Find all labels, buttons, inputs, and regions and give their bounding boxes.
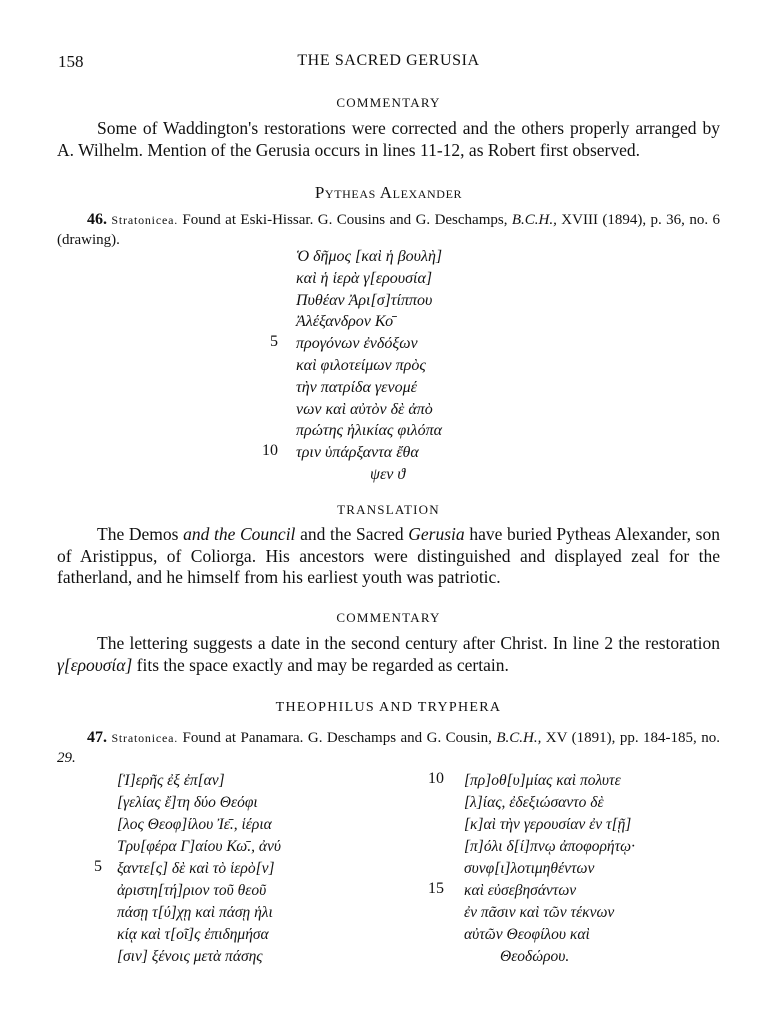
entry-text-b: XV (1891), pp. 184-185, no. [541, 730, 720, 746]
entry-text-a: Found at Eski-Hissar. G. Cousins and G. Deschamps, [178, 212, 512, 228]
entry-journal: B.C.H., [496, 730, 542, 746]
entry-47 [57, 728, 720, 768]
inscription-line: [κ]αὶ τὴν γερουσίαν ἐν τ[ῇ] [464, 816, 632, 833]
translation-text: The Demos [97, 524, 184, 544]
entry-text-c: 29. [57, 750, 76, 766]
inscription-line: [λος Θεοφ]ίλου Ἰε̄., ἱέρια [117, 816, 272, 833]
inscription-46 [296, 246, 442, 486]
section-heading-theophilus: THEOPHILUS AND TRYPHERA [275, 700, 502, 715]
inscription-line: ἐν πᾶσιν καὶ τῶν τέκνων [464, 904, 615, 921]
inscription-line: [σιν] ξένοις μετὰ πάσης [117, 948, 263, 965]
inscription-line: νων καὶ αὐτὸν δὲ ἀπὸ [296, 400, 433, 418]
translation-text: have buried Pytheas Alexander, son of Aristippus, of Coliorga. His ancestors were distinguished and displayed zeal for the fatherland, and he himself from his earliest youth was patriotic. [57, 524, 720, 587]
inscription-line: [π]όλι δ[ί]πνῳ ἀποφορήτῳ· [464, 838, 635, 855]
section-heading-pytheas: Pytheas Alexander [314, 183, 463, 202]
inscription-47-right [464, 770, 635, 968]
commentary-text-2: The lettering suggests a date in the second century after Christ. In line 2 the restoration [97, 633, 720, 653]
inscription-line: ἀριστη[τή]ριον τοῦ θεοῦ [117, 882, 267, 899]
entry-place: Stratonicea. [111, 731, 179, 745]
inscription-line: [πρ]οθ[υ]μίας καὶ πολυτε [464, 772, 621, 789]
entry-text-a: Found at Panamara. G. Deschamps and G. Cousin, [178, 730, 497, 746]
entry-journal: B.C.H., [511, 212, 557, 228]
inscription-line: [λ]ίας, ἐδεξιώσαντο δὲ [464, 794, 604, 811]
commentary-heading-1: COMMENTARY [336, 95, 441, 110]
inscription-line: καὶ ἡ ἱερὰ γ[ερουσία] [296, 269, 433, 287]
line-number: 10 [262, 442, 278, 459]
inscription-line: προγόνων ἐνδόξων [296, 335, 418, 353]
translation-heading: TRANSLATION [337, 502, 440, 517]
inscription-line: [γελίας ἔ]τη δύο Θεόφι [117, 794, 258, 811]
inscription-line: ξαντε[ς] δὲ καὶ τὸ ἱερὸ[ν] [117, 860, 275, 877]
inscription-line: τὴν πατρίδα γενομέ [296, 378, 417, 396]
inscription-line: κίᾳ καὶ τ[οῖ]ς ἐπιδημήσα [117, 926, 269, 943]
page-number: 158 [58, 52, 84, 71]
line-number: 5 [94, 858, 102, 875]
commentary-greek: γ[ερουσία] [57, 654, 133, 675]
translation-text: Gerusia [408, 524, 465, 544]
running-title: THE SACRED GERUSIA [297, 52, 480, 69]
inscription-line: καὶ φιλοτείμων πρὸς [296, 356, 426, 374]
translation-text: and the Council [183, 524, 296, 544]
inscription-line: [Ἱ]ερῆς ἐξ ἐπ[αν] [117, 772, 225, 789]
inscription-47-left [117, 770, 281, 968]
inscription-line: Θεοδώρου. [500, 948, 570, 965]
entry-text-b: XVIII (1894), p. 36, no. 6 (drawing). [57, 212, 720, 248]
inscription-line: Πυθέαν Ἀρι[σ]τίππου [296, 291, 433, 309]
inscription-line: πρώτης ἡλικίας φιλόπα [296, 422, 442, 440]
commentary-paragraph-1 [57, 118, 720, 161]
line-number: 5 [270, 333, 278, 350]
commentary-heading-2: COMMENTARY [336, 610, 441, 625]
entry-46 [57, 210, 720, 250]
commentary-text-1: Some of Waddington's restorations were corrected and the others properly arranged by A. Wilhelm. Mention of the Gerusia occurs in lines 11-12, as Robert first observed. [57, 118, 720, 160]
inscription-line: Ἀλέξανδρον Κο̄ [296, 313, 394, 331]
inscription-line: ψεν ϑ [370, 465, 406, 483]
commentary-text-2b: fits the space exactly and may be regarded as certain. [132, 654, 509, 675]
inscription-line: αὐτῶν Θεοφίλου καὶ [464, 926, 590, 943]
inscription-line: καὶ εὐσεβησάντων [464, 882, 577, 899]
inscription-line: Τρυ[φέρα Γ]αίου Κω̄., ἀνύ [117, 838, 281, 855]
entry-place: Stratonicea. [111, 213, 178, 227]
inscription-line: Ὁ δῆμος [καὶ ἡ βουλὴ] [296, 248, 443, 265]
inscription-line: συνφ[ι]λοτιμηθέντων [464, 860, 595, 877]
inscription-line: πάσῃ τ[ύ]χῃ καὶ πάσῃ ἡλι [117, 904, 273, 921]
entry-number: 46. [87, 211, 107, 228]
entry-number: 47. [87, 729, 107, 746]
commentary-paragraph-2 [57, 633, 720, 676]
inscription-line: τριν ὑπάρξαντα ἔθα [296, 444, 419, 462]
translation-text: and the Sacred [295, 524, 409, 544]
line-number: 15 [428, 880, 444, 897]
line-number: 10 [428, 770, 444, 787]
translation-paragraph [57, 524, 720, 589]
